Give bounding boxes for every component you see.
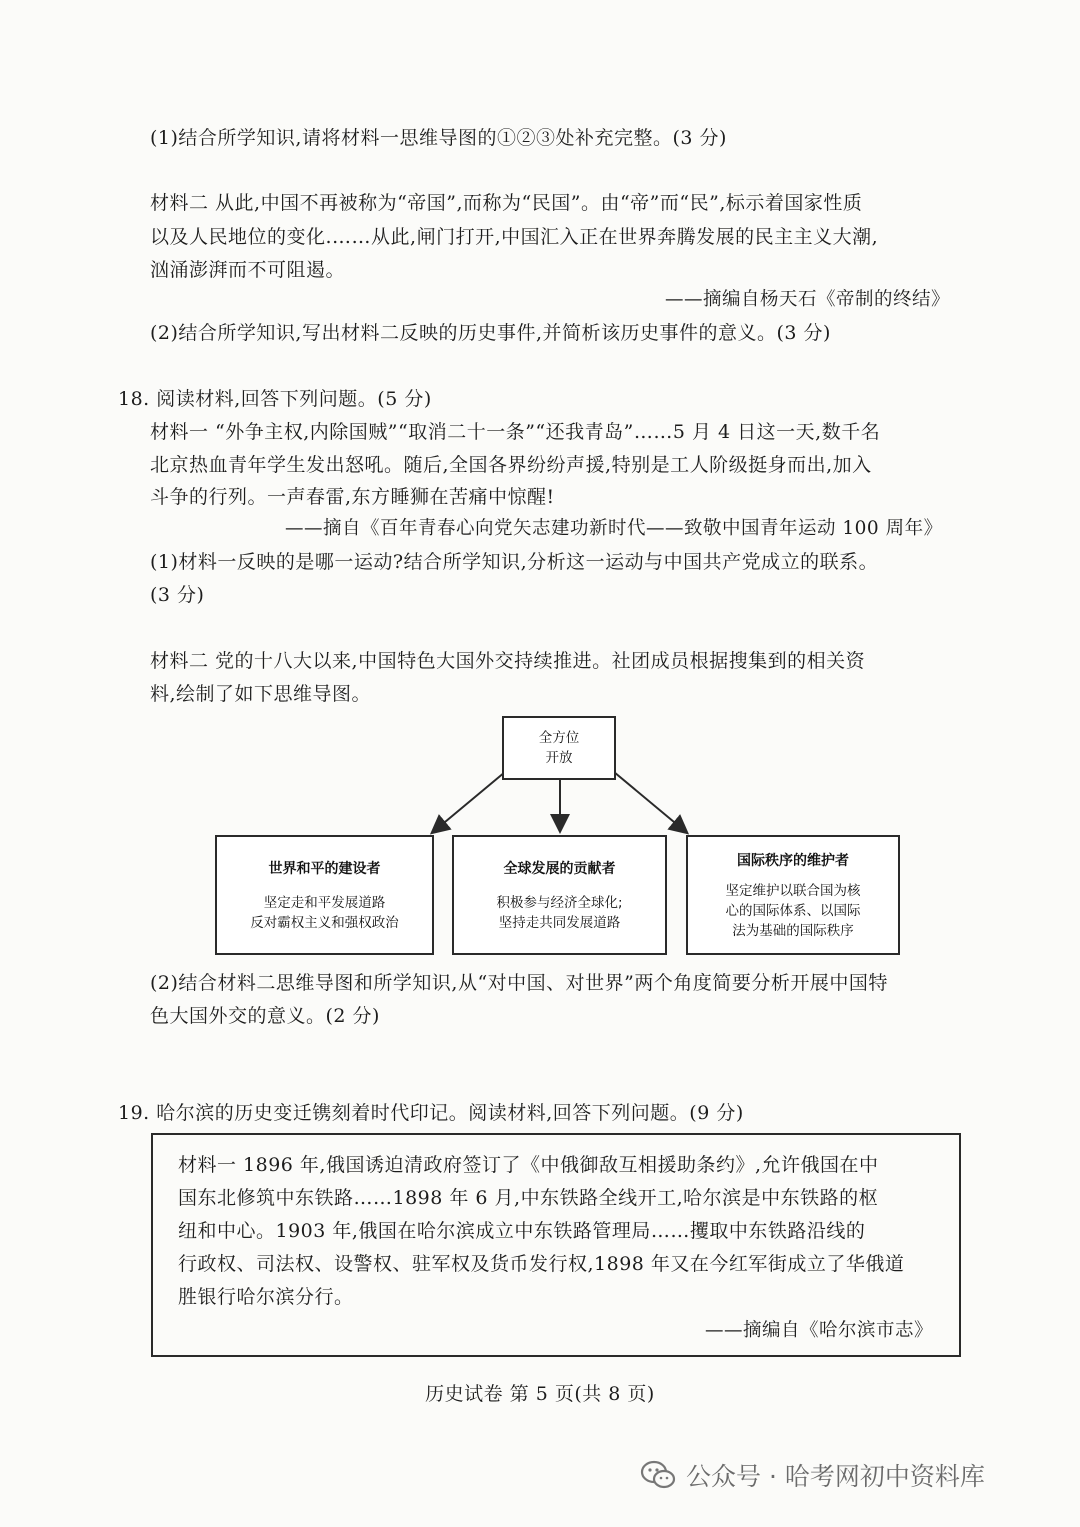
mindmap-node-development-line1: 积极参与经济全球化; — [496, 895, 623, 911]
mindmap-root-node — [502, 716, 616, 780]
q18-sub1-line2: (3 分) — [150, 584, 205, 606]
q18-material1-source: ——摘自《百年青春心向党矢志建功新时代——致敬中国青年运动 100 周年》 — [285, 518, 943, 539]
mindmap-node-development-head: 全球发展的贡献者 — [503, 861, 616, 877]
q18-material2-line2: 料,绘制了如下思维导图。 — [150, 683, 372, 705]
wechat-icon — [640, 1460, 676, 1490]
mindmap-node-development-line2: 坚持走共同发展道路 — [498, 915, 621, 931]
mindmap-node-order-line2: 心的国际体系、以国际 — [725, 903, 861, 919]
mindmap-node-peace-line2: 反对霸权主义和强权政治 — [250, 915, 399, 931]
mindmap-node-development — [452, 835, 667, 955]
mindmap-node-order-head: 国际秩序的维护者 — [737, 853, 849, 869]
mindmap-node-peace-head: 世界和平的建设者 — [268, 861, 381, 877]
mindmap-node-order-line1: 坚定维护以联合国为核 — [725, 883, 861, 899]
q18-material1-line3: 斗争的行列。一声春雷,东方睡狮在苦痛中惊醒! — [150, 486, 555, 508]
page-footer: 历史试卷 第 5 页(共 8 页) — [425, 1383, 655, 1405]
watermark — [640, 1455, 985, 1495]
mindmap-node-order — [686, 835, 900, 955]
q19-material1-line3: 纽和中心。1903 年,俄国在哈尔滨成立中东铁路管理局……攫取中东铁路沿线的 — [178, 1220, 866, 1242]
q17-material2-line1: 材料二 从此,中国不再被称为“帝国”,而称为“民国”。由“帝”而“民”,标示着国家性质 — [150, 192, 863, 214]
mindmap-arrow-left — [433, 772, 505, 832]
q19-material1-line1: 材料一 1896 年,俄国诱迫清政府签订了《中俄御敌互相援助条约》,允许俄国在中 — [178, 1154, 879, 1176]
q17-sub1: (1)结合所学知识,请将材料一思维导图的①②③处补充完整。(3 分) — [150, 127, 727, 149]
q18-material1-line1: 材料一 “外争主权,内除国贼”“取消二十一条”“还我青岛”……5 月 4 日这一天,数千名 — [150, 421, 881, 443]
mindmap-node-peace-line1: 坚定走和平发展道路 — [263, 895, 386, 911]
q19-material1-line5: 胜银行哈尔滨分行。 — [178, 1286, 354, 1308]
mindmap-root-line1: 全方位 — [538, 730, 580, 746]
q17-sub2: (2)结合所学知识,写出材料二反映的历史事件,并简析该历史事件的意义。(3 分) — [150, 322, 831, 344]
q17-material2-line2: 以及人民地位的变化.……从此,闸门打开,中国汇入正在世界奔腾发展的民主主义大潮, — [150, 226, 879, 248]
q19-title: 19. 哈尔滨的历史变迁镌刻着时代印记。阅读材料,回答下列问题。(9 分) — [118, 1102, 744, 1124]
q18-sub2-line1: (2)结合材料二思维导图和所学知识,从“对中国、对世界”两个角度简要分析开展中国特 — [150, 972, 888, 994]
mindmap-node-peace — [215, 835, 434, 955]
q18-sub2-line2: 色大国外交的意义。(2 分) — [150, 1005, 380, 1027]
mindmap-arrow-right — [614, 772, 686, 832]
q18-title: 18. 阅读材料,回答下列问题。(5 分) — [118, 388, 432, 410]
q18-material1-line2: 北京热血青年学生发出怒吼。随后,全国各界纷纷声援,特别是工人阶级挺身而出,加入 — [150, 454, 872, 476]
q19-material1-line2: 国东北修筑中东铁路……1898 年 6 月,中东铁路全线开工,哈尔滨是中东铁路的枢 — [178, 1187, 879, 1209]
mindmap-node-order-line3: 法为基础的国际秩序 — [732, 923, 854, 939]
mindmap-root-line2: 开放 — [545, 750, 573, 766]
q19-material1-line4: 行政权、司法权、设警权、驻军权及货币发行权,1898 年又在今红军街成立了华俄道 — [178, 1253, 905, 1275]
q17-material2-source: ——摘编自杨天石《帝制的终结》 — [665, 289, 951, 310]
q17-material2-line3: 汹涌澎湃而不可阻遏。 — [150, 259, 346, 281]
q18-sub1-line1: (1)材料一反映的是哪一运动?结合所学知识,分析这一运动与中国共产党成立的联系。 — [150, 551, 879, 573]
watermark-text: 公众号 · 哈考网初中资料库 — [686, 1462, 985, 1491]
q18-material2-line1: 材料二 党的十八大以来,中国特色大国外交持续推进。社团成员根据搜集到的相关资 — [150, 650, 866, 672]
q19-material1-source: ——摘编自《哈尔滨市志》 — [705, 1320, 934, 1341]
